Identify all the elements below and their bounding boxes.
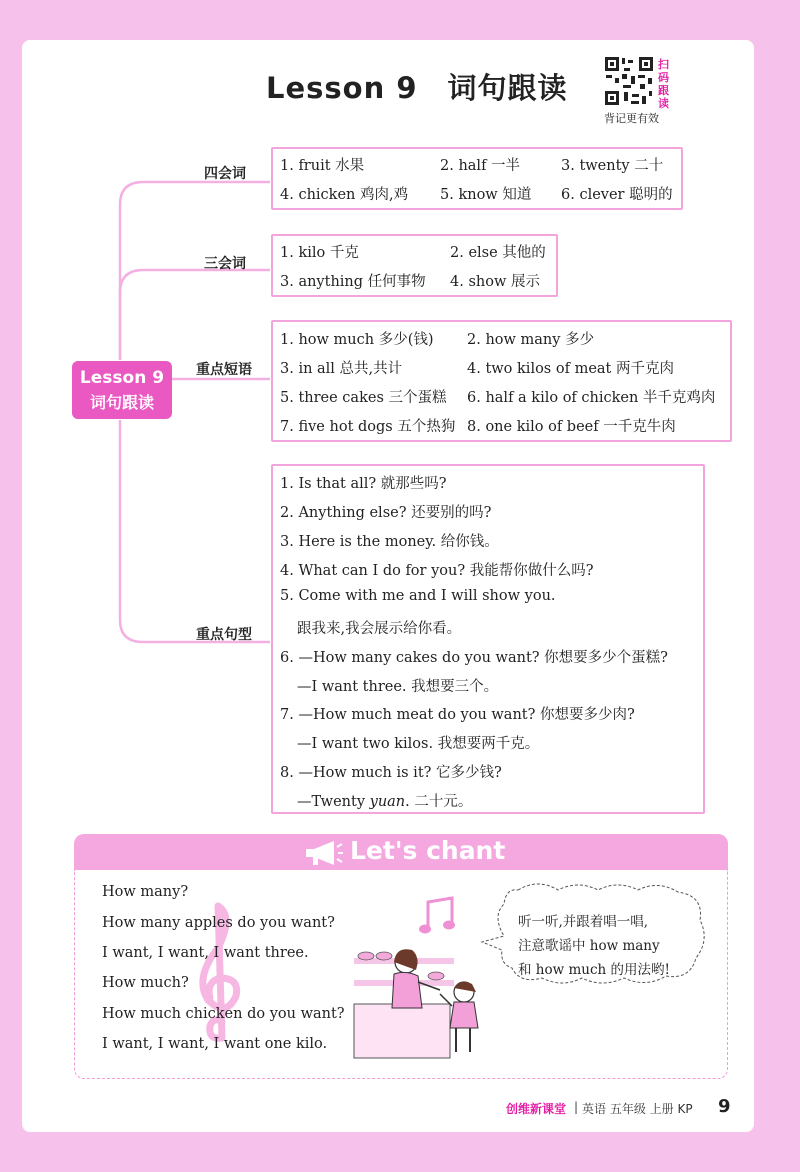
- bubble-line: 和 how much 的用法哟!: [518, 962, 670, 978]
- word-item: 1. kilo 千克: [280, 245, 359, 261]
- word-item: 4. show 展示: [450, 274, 540, 290]
- chant-line: How much?: [102, 975, 189, 991]
- sentence-reply: [297, 790, 472, 811]
- footer-separator: |: [574, 1100, 579, 1114]
- page-number: 9: [718, 1096, 731, 1117]
- branch-key-sentences: 重点句型: [196, 627, 252, 643]
- branch-key-phrases: 重点短语: [196, 362, 252, 378]
- sentence-item: 5. Come with me and I will show you.: [280, 588, 556, 604]
- key-phrases-box: [271, 320, 732, 442]
- word-item: 2. half 一半: [440, 158, 521, 174]
- phrase-item: 6. half a kilo of chicken 半千克鸡肉: [467, 390, 716, 406]
- chant-line: How many apples do you want?: [102, 915, 335, 931]
- sentence-item: 3. Here is the money. 给你钱。: [280, 534, 499, 550]
- sentence-item: 4. What can I do for you? 我能帮你做什么吗?: [280, 563, 594, 579]
- page-title: Lesson 9 词句跟读: [266, 71, 568, 105]
- reply-translation: . 二十元。: [405, 794, 473, 810]
- center-line-1: Lesson 9: [79, 368, 165, 388]
- phrase-item: 7. five hot dogs 五个热狗: [280, 419, 456, 435]
- reply-italic-word: yuan: [369, 794, 406, 810]
- word-item: 2. else 其他的: [450, 245, 546, 261]
- reply-text: —Twenty: [297, 794, 370, 810]
- word-item: 3. twenty 二十: [561, 158, 664, 174]
- center-line-2: 词句跟读: [89, 393, 154, 412]
- phrase-item: 4. two kilos of meat 两千克肉: [467, 361, 674, 377]
- word-item: 6. clever 聪明的: [561, 187, 673, 203]
- word-item: 1. fruit 水果: [280, 158, 365, 174]
- megaphone-icon: [304, 840, 344, 866]
- phrase-item: 5. three cakes 三个蛋糕: [280, 390, 447, 406]
- shopping-illustration: [352, 944, 492, 1060]
- word-item: 4. chicken 鸡肉,鸡: [280, 187, 409, 203]
- sentence-item: 2. Anything else? 还要别的吗?: [280, 505, 492, 521]
- branch-four-skill-words: 四会词: [204, 166, 246, 182]
- qr-caption: 背记更有效: [604, 112, 659, 125]
- sentence-item: 8. —How much is it? 它多少钱?: [280, 765, 502, 781]
- chant-line: I want, I want, I want one kilo.: [102, 1036, 328, 1052]
- sentence-item: 7. —How much meat do you want? 你想要多少肉?: [280, 707, 635, 723]
- mindmap-center: [72, 361, 172, 419]
- bubble-line: 听一听,并跟着唱一唱,: [518, 914, 649, 930]
- music-note-icon: [418, 896, 458, 938]
- phrase-item: 8. one kilo of beef 一千克牛肉: [467, 419, 676, 435]
- chant-line: How much chicken do you want?: [102, 1006, 345, 1022]
- footer-series: 创维新课堂: [506, 1102, 567, 1116]
- four-skill-words-box: [271, 147, 683, 210]
- bubble-line: 注意歌谣中 how many: [518, 938, 660, 954]
- chant-line: How many?: [102, 884, 189, 900]
- chant-title: Let's chant: [350, 836, 506, 865]
- footer-info: 英语 五年级 上册 KP: [582, 1102, 693, 1116]
- phrase-item: 2. how many 多少: [467, 332, 595, 348]
- sentence-translation: 跟我来,我会展示给你看。: [297, 621, 462, 637]
- word-item: 5. know 知道: [440, 187, 532, 203]
- sentence-reply: —I want three. 我想要三个。: [297, 679, 499, 695]
- sentence-item: 1. Is that all? 就那些吗?: [280, 476, 447, 492]
- qr-side-label: 扫码跟读: [658, 58, 669, 110]
- phrase-item: 3. in all 总共,共计: [280, 361, 403, 377]
- sentence-reply: —I want two kilos. 我想要两千克。: [297, 736, 540, 752]
- chant-line: I want, I want, I want three.: [102, 945, 309, 961]
- sentence-item: 6. —How many cakes do you want? 你想要多少个蛋糕?: [280, 650, 668, 666]
- phrase-item: 1. how much 多少(钱): [280, 332, 434, 348]
- branch-three-skill-words: 三会词: [204, 256, 246, 272]
- three-skill-words-box: [271, 234, 558, 297]
- word-item: 3. anything 任何事物: [280, 274, 426, 290]
